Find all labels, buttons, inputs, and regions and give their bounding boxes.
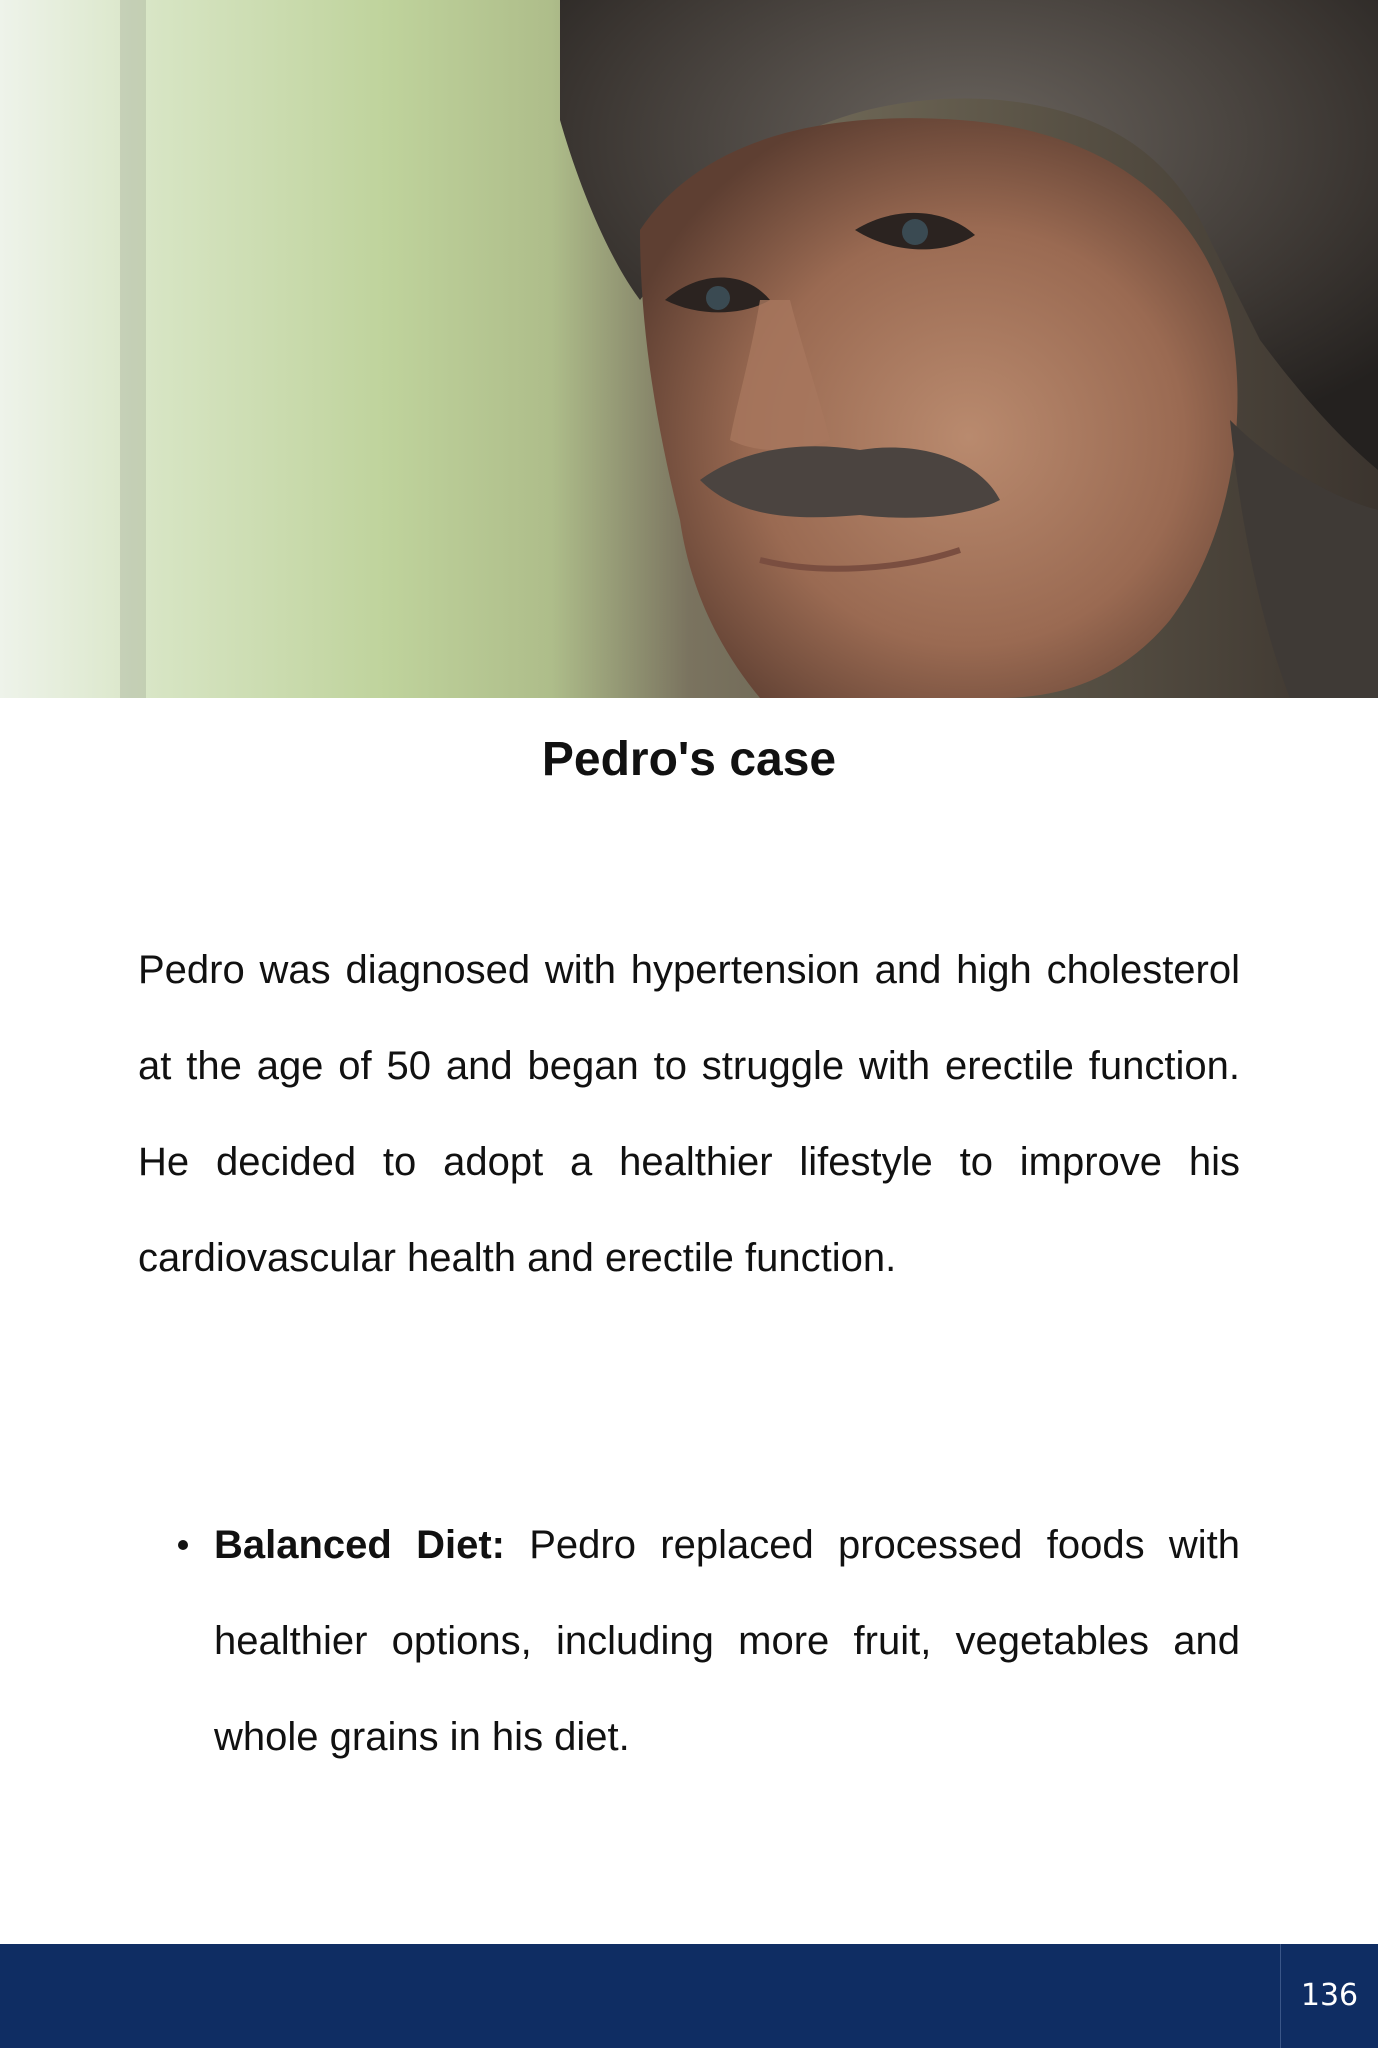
bullet-icon (178, 1540, 188, 1550)
hero-photo (0, 0, 1378, 698)
intro-paragraph: Pedro was diagnosed with hypertension and high cholesterol at the age of 50 and began to struggle with erectile function. He decided to adopt a healthier lifestyle to improve his cardiovascular health and erectile function. (138, 948, 1240, 1280)
body-content (138, 922, 1240, 1759)
list-item (214, 1497, 1240, 1785)
bullet-term: Balanced Diet: (214, 1523, 505, 1567)
page-number: 136 (1280, 1944, 1378, 2048)
bullet-list (214, 1497, 1240, 1785)
page-footer (0, 1944, 1378, 2048)
page-title: Pedro's case (541, 733, 837, 786)
portrait-photo-icon (0, 0, 1378, 698)
bullet-text: Pedro replaced processed foods with healthier options, including more fruit, vegetables and whole grains in his diet. (214, 1523, 1240, 1759)
